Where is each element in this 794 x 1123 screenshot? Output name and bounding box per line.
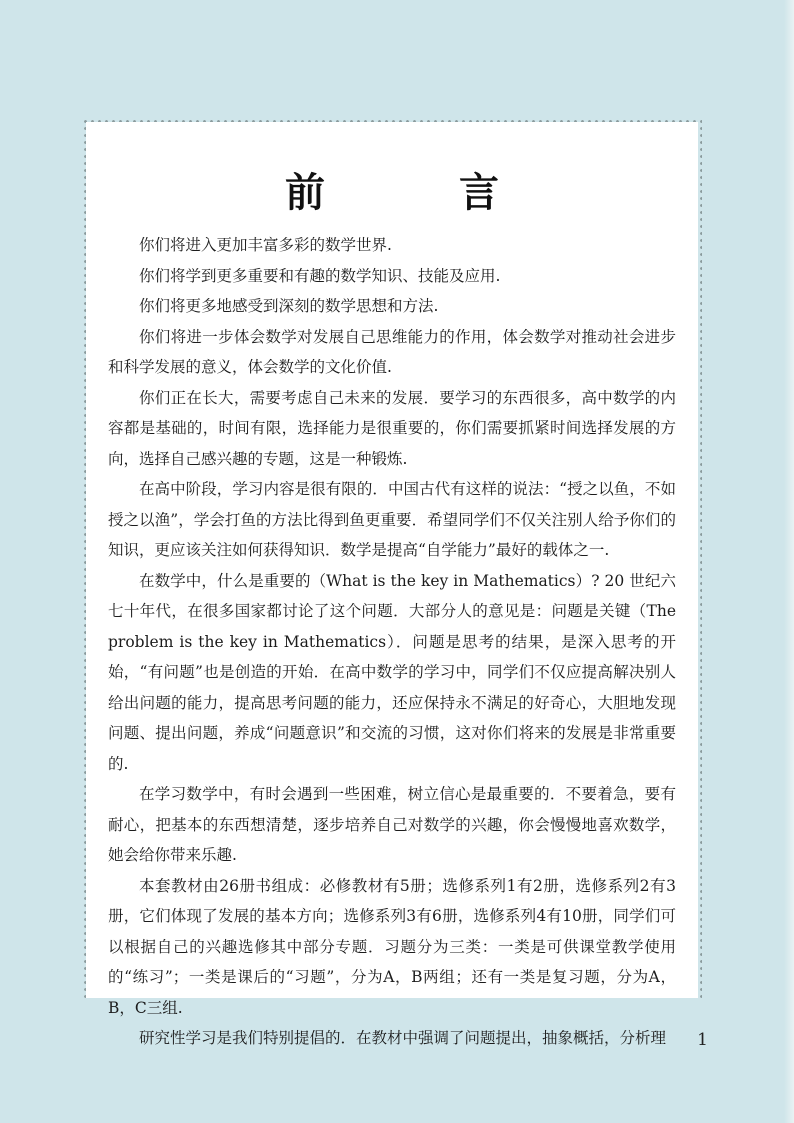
page-number: 1 (697, 1030, 708, 1050)
preface-title: 前 言 (285, 170, 559, 216)
page-edge (784, 0, 794, 1123)
paragraph: 在数学中，什么是重要的（What is the key in Mathematics）? 20 世纪六七十年代，在很多国家都讨论了这个问题．大部分人的意见是：问题是关键（The problem is the key in Mathematics）．问题是思考的结果，是深入思考的开始，“有问题”也是创造的开始．在高中数学的学习中，同学们不仅应提高解决别人给出问题的能力，提高思考问题的能力，还应保持永不满足的好奇心，大胆地发现问题、提出问题，养成“问题意识”和交流的习惯，这对你们将来的发展是非常重要的. (108, 571, 676, 773)
paragraph: 研究性学习是我们特别提倡的．在教材中强调了问题提出，抽象概括，分析理 (139, 1029, 667, 1047)
paragraph: 你们正在长大，需要考虑自己未来的发展．要学习的东西很多，高中数学的内容都是基础的，时间有限，选择能力是很重要的，你们需要抓紧时间选择发展的方向，选择自己感兴趣的专题，这是一种锻炼. (108, 388, 676, 468)
paragraph: 在学习数学中，有时会遇到一些困难，树立信心是最重要的．不要着急，要有耐心，把基本的东西想清楚，逐步培养自己对数学的兴趣，你会慢慢地喜欢数学，她会给你带来乐趣. (108, 785, 676, 864)
preface-content (86, 122, 698, 1047)
paragraph: 你们将学到更多重要和有趣的数学知识、技能及应用. (139, 266, 501, 285)
paragraph: 你们将进入更加丰富多彩的数学世界. (139, 236, 392, 254)
paragraph: 在高中阶段，学习内容是很有限的．中国古代有这样的说法：“授之以鱼，不如授之以渔”，学会打鱼的方法比得到鱼更重要．希望同学们不仅关注别人给予你们的知识，更应该关注如何获得知识．数学是提高“自学能力”最好的载体之一. (108, 480, 676, 559)
paragraph: 你们将进一步体会数学对发展自己思维能力的作用，体会数学对推动社会进步和科学发展的意义，体会数学的文化价值. (108, 327, 676, 376)
dotted-frame (82, 118, 702, 1047)
paragraph: 本套教材由26册书组成：必修教材有5册；选修系列1有2册，选修系列2有3册，它们体现了发展的基本方向；选修系列3有6册，选修系列4有10册，同学们可以根据自己的兴趣选修其中部分专题．习题分为三类：一类是可供课堂教学使用的“练习”；一类是课后的“习题”，分为A，B两组；还有一类是复习题，分为A，B，C三组. (108, 876, 676, 1017)
paragraph: 你们将更多地感受到深刻的数学思想和方法. (139, 297, 439, 315)
